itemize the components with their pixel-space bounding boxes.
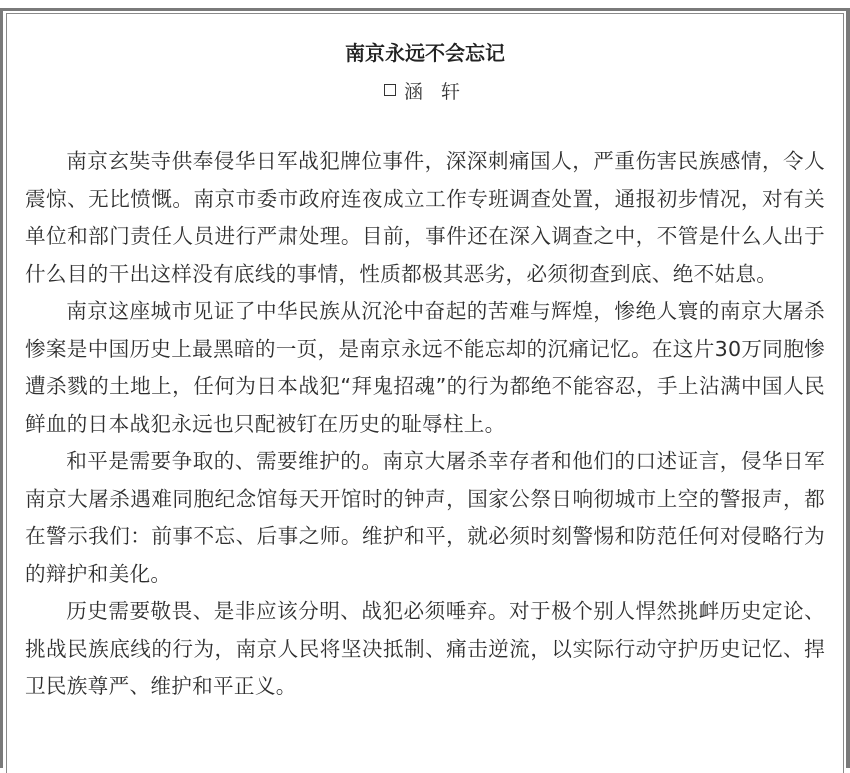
square-icon (384, 84, 396, 96)
article-byline (25, 79, 825, 105)
paragraph-2: 南京这座城市见证了中华民族从沉沦中奋起的苦难与辉煌，惨绝人寰的南京大屠杀惨案是中国历史上最黑暗的一页，是南京永远不能忘却的沉痛记忆。在这片30万同胞惨遭杀戮的土地上，任何为日本战犯“拜鬼招魂”的行为都绝不能容忍，手上沾满中国人民鲜血的日本战犯永远也只配被钉在历史的耻辱柱上。 (25, 299, 825, 436)
paragraph-4: 历史需要敬畏、是非应该分明、战犯必须唾弃。对于极个别人悍然挑衅历史定论、挑战民族底线的行为，南京人民将坚决抵制、痛击逆流，以实际行动守护历史记忆、捍卫民族尊严、维护和平正义。 (25, 599, 825, 698)
author-name: 涵 轩 (403, 81, 467, 103)
article-body (25, 143, 825, 706)
paragraph-1: 南京玄奘寺供奉侵华日军战犯牌位事件，深深刺痛国人，严重伤害民族感情，令人震惊、无比愤慨。南京市委市政府连夜成立工作专班调查处置，通报初步情况，对有关单位和部门责任人员进行严肃处理。目前，事件还在深入调查之中，不管是什么人出于什么目的干出这样没有底线的事情，性质都极其恶劣，必须彻查到底、绝不姑息。 (25, 149, 825, 286)
paragraph-3: 和平是需要争取的、需要维护的。南京大屠杀幸存者和他们的口述证言，侵华日军南京大屠杀遇难同胞纪念馆每天开馆时的钟声，国家公祭日响彻城市上空的警报声，都在警示我们：前事不忘、后事之师。维护和平，就必须时刻警惕和防范任何对侵略行为的辩护和美化。 (25, 449, 825, 586)
article-title: 南京永远不会忘记 (345, 41, 505, 65)
